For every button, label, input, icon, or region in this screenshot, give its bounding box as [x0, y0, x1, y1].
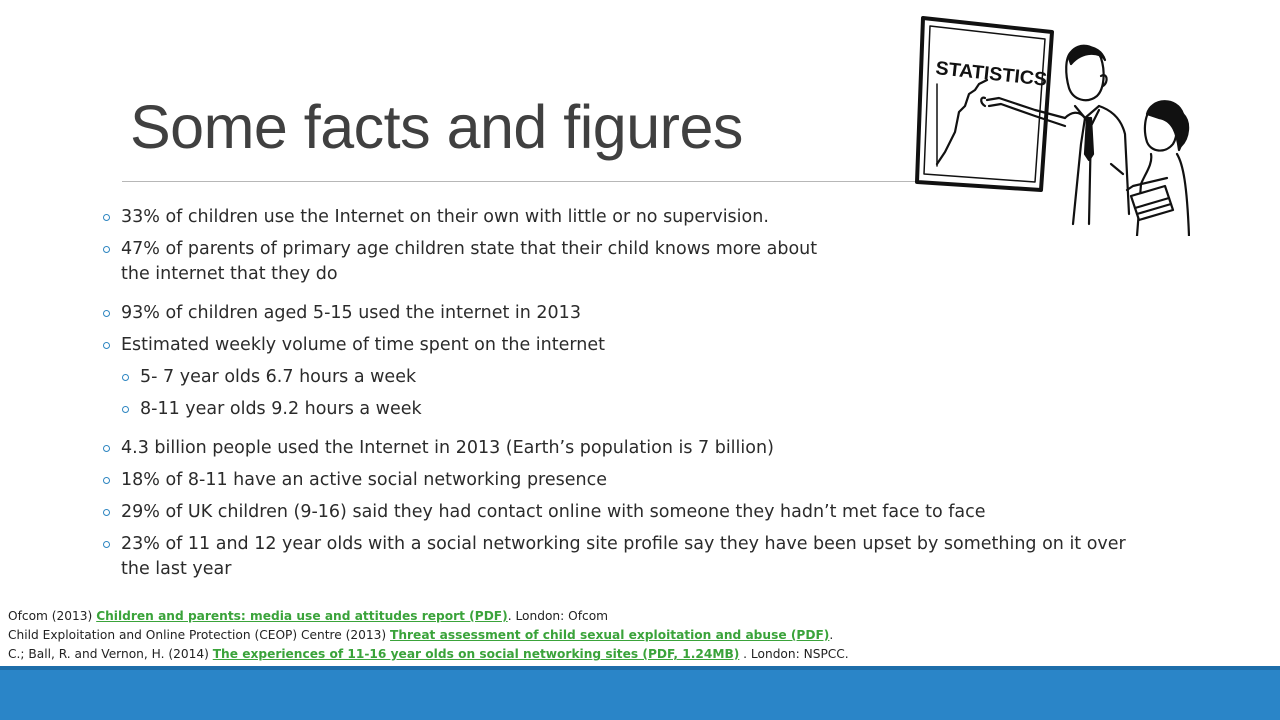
footer-bar-band — [0, 666, 1280, 670]
reference-link-ofcom[interactable]: Children and parents: media use and attitudes report (PDF) — [96, 609, 508, 623]
fact-item: 4.3 billion people used the Internet in 2013 (Earth’s population is 7 billion) — [102, 436, 1182, 461]
fact-item: 29% of UK children (9-16) said they had contact online with someone they hadn’t met face to face — [102, 500, 1182, 525]
reference-prefix: Ofcom (2013) — [8, 609, 97, 623]
reference-prefix: C.; Ball, R. and Vernon, H. (2014) — [8, 647, 213, 661]
reference-link-nspcc[interactable]: The experiences of 11-16 year olds on social networking sites (PDF, 1.24MB) — [212, 647, 740, 661]
fact-item: 33% of children use the Internet on their own with little or no supervision. — [102, 205, 1182, 230]
statistics-sign-text: STATISTICS — [934, 58, 1045, 91]
fact-subitem: 8-11 year olds 9.2 hours a week — [121, 397, 1182, 422]
fact-item: 93% of children aged 5-15 used the internet in 2013 — [102, 301, 1182, 326]
references — [8, 607, 1108, 664]
reference-suffix: . — [829, 628, 834, 642]
reference-line — [8, 607, 1108, 626]
reference-link-ceop[interactable]: Threat assessment of child sexual exploitation and abuse (PDF) — [390, 628, 830, 642]
presenter-illustration-icon — [915, 14, 1190, 236]
fact-item: 47% of parents of primary age children state that their child knows more about the internet that they do — [102, 237, 841, 287]
footer-bar — [0, 666, 1280, 720]
reference-suffix: . London: NSPCC. — [739, 647, 849, 661]
title-divider — [122, 181, 915, 182]
facts-list — [102, 205, 1182, 589]
fact-subitem: 5- 7 year olds 6.7 hours a week — [121, 365, 1182, 390]
reference-prefix: Child Exploitation and Online Protection (CEOP) Centre (2013) — [8, 628, 391, 642]
reference-line — [8, 645, 1108, 664]
fact-item: Estimated weekly volume of time spent on the internet — [102, 333, 1182, 358]
fact-item: 18% of 8-11 have an active social networking presence — [102, 468, 1182, 493]
statistics-clipart — [915, 14, 1190, 236]
slide-title: Some facts and figures — [130, 93, 743, 161]
reference-line — [8, 626, 1108, 645]
reference-suffix: . London: Ofcom — [507, 609, 609, 623]
fact-item: 23% of 11 and 12 year olds with a social networking site profile say they have been upset by something on it over the last year — [102, 532, 1131, 582]
